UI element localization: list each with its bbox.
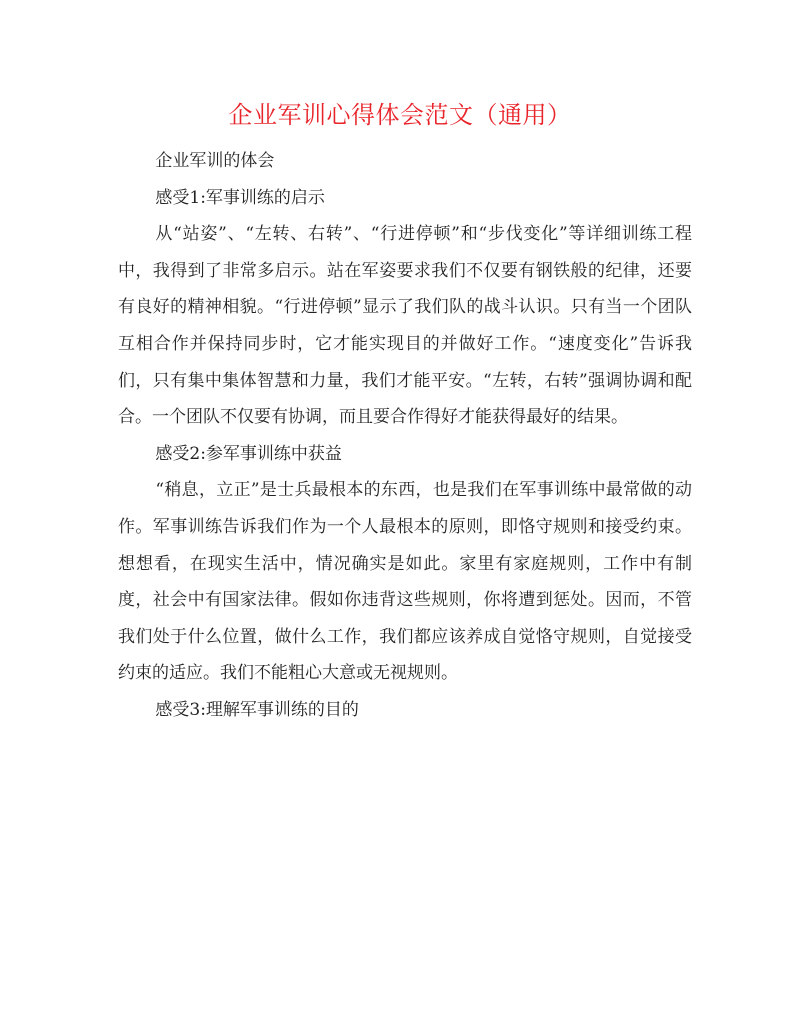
body-paragraph-1: 从“站姿”、“左转、右转”、“行进停顿”和“步伐变化”等详细训练工程中，我得到了非常多启示。站在军姿要求我们不仅要有钢铁般的纪律，还要有良好的精神相貌。“行进停顿”显示了我们队的战斗认识。只有当一个团队互相合作并保持同步时，它才能实现目的并做好工作。“速度变化”告诉我们，只有集中集体智慧和力量，我们才能平安。“左转，右转”强调协调和配合。一个团队不仅要有协调，而且要合作得好才能获得最好的结果。 [118, 224, 692, 428]
section-heading-1: 感受1:军事训练的启示 [155, 187, 325, 208]
section-heading-3: 感受3:理解军事训练的目的 [155, 699, 359, 720]
document-body [118, 143, 692, 729]
subtitle-paragraph: 企业军训的体会 [155, 151, 275, 171]
body-paragraph-2: “稍息，立正”是士兵最根本的东西，也是我们在军事训练中最常做的动作。军事训练告诉我们作为一个人最根本的原则，即恪守规则和接受约束。想想看，在现实生活中，情况确实是如此。家里有家庭规则，工作中有制度，社会中有国家法律。假如你违背这些规则，你将遭到惩处。因而，不管我们处于什么位置，做什么工作，我们都应该养成自觉恪守规则，自觉接受约束的适应。我们不能粗心大意或无视规则。 [118, 480, 692, 684]
document-title: 企业军训心得体会范文（通用） [228, 101, 572, 129]
section-heading-2: 感受2:参军事训练中获益 [155, 443, 342, 464]
